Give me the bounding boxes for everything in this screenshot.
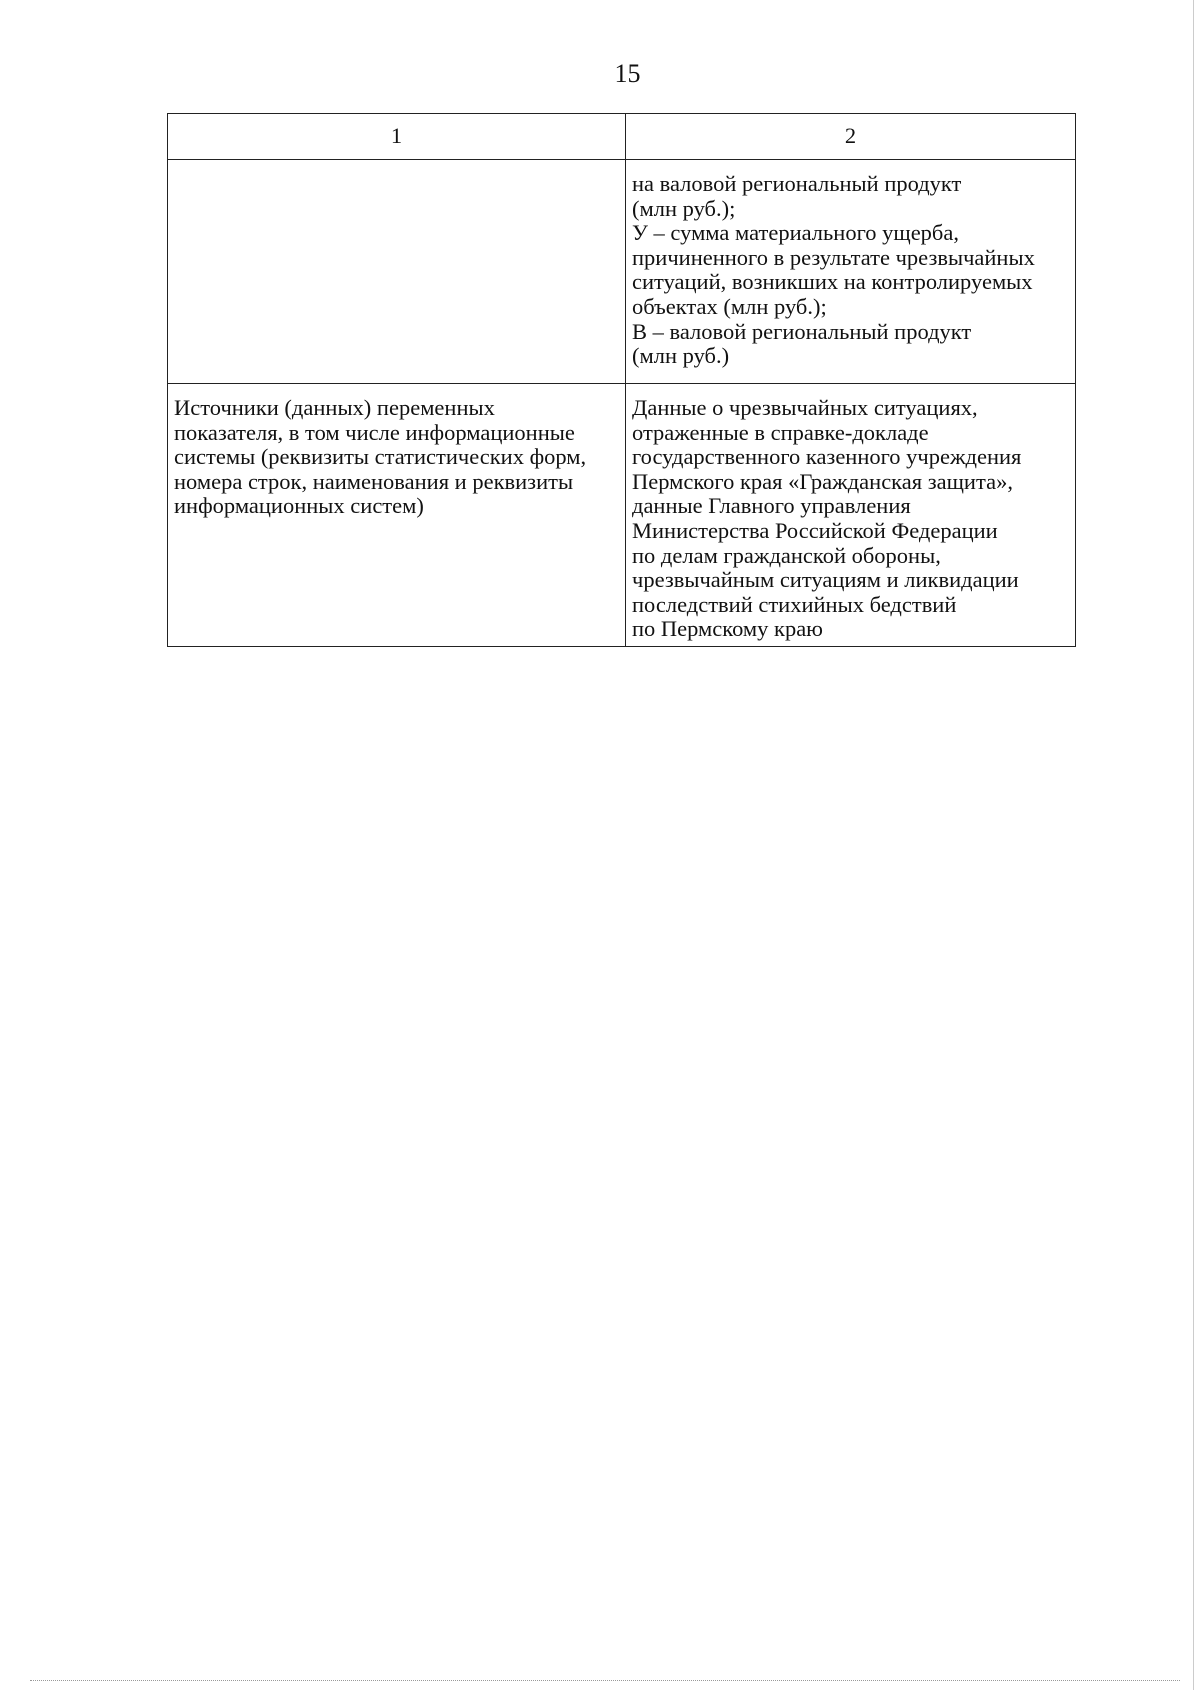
- page-number: 15: [614, 59, 641, 88]
- table-cell-empty: [168, 160, 626, 384]
- cell-text-line: последствий стихийных бедствий: [632, 591, 957, 617]
- column-header-1: 1: [168, 114, 626, 160]
- cell-text-line: информационных систем): [174, 493, 424, 519]
- scan-bottom-edge: [30, 1680, 1180, 1681]
- table-row: [168, 160, 1076, 384]
- cell-text-line: (млн руб.): [632, 343, 730, 369]
- page-edge-line: [1193, 0, 1194, 1690]
- cell-text-line: отраженные в справке-докладе: [632, 419, 929, 445]
- cell-text-line: Пермского края «Гражданская защита»,: [632, 468, 1013, 494]
- table-cell-sources-value: [626, 384, 1076, 647]
- cell-text-line: номера строк, наименования и реквизиты: [174, 468, 574, 494]
- table-cell-sources-label: [168, 384, 626, 647]
- cell-text-line: по делам гражданской обороны,: [632, 542, 941, 568]
- cell-text-line: В – валовой региональный продукт: [632, 318, 972, 344]
- cell-text-line: Источники (данных) переменных: [174, 395, 495, 420]
- cell-text-line: Министерства Российской Федерации: [632, 517, 998, 543]
- cell-text-line: системы (реквизиты статистических форм,: [174, 444, 587, 470]
- cell-text-line: (млн руб.);: [632, 195, 736, 221]
- cell-text-line: ситуаций, возникших на контролируемых: [632, 269, 1033, 295]
- cell-text-line: причиненного в результате чрезвычайных: [632, 244, 1035, 270]
- cell-text-line: государственного казенного учреждения: [632, 444, 1022, 470]
- cell-text-line: Данные о чрезвычайных ситуациях,: [632, 395, 978, 420]
- cell-text-line: показателя, в том числе информационные: [174, 419, 575, 445]
- cell-text-line: на валовой региональный продукт: [632, 171, 962, 196]
- table-cell-formula-legend: [626, 160, 1076, 384]
- column-header-2: 2: [626, 114, 1076, 160]
- table-row: [168, 384, 1076, 647]
- cell-text-line: по Пермскому краю: [632, 616, 823, 642]
- document-table: [167, 113, 1076, 647]
- cell-text-line: данные Главного управления: [632, 493, 911, 519]
- cell-text-line: чрезвычайным ситуациям и ликвидации: [632, 567, 1019, 593]
- table-header-row: [168, 114, 1076, 160]
- cell-text-line: объектах (млн руб.);: [632, 293, 827, 319]
- cell-text-line: У – сумма материального ущерба,: [632, 220, 959, 246]
